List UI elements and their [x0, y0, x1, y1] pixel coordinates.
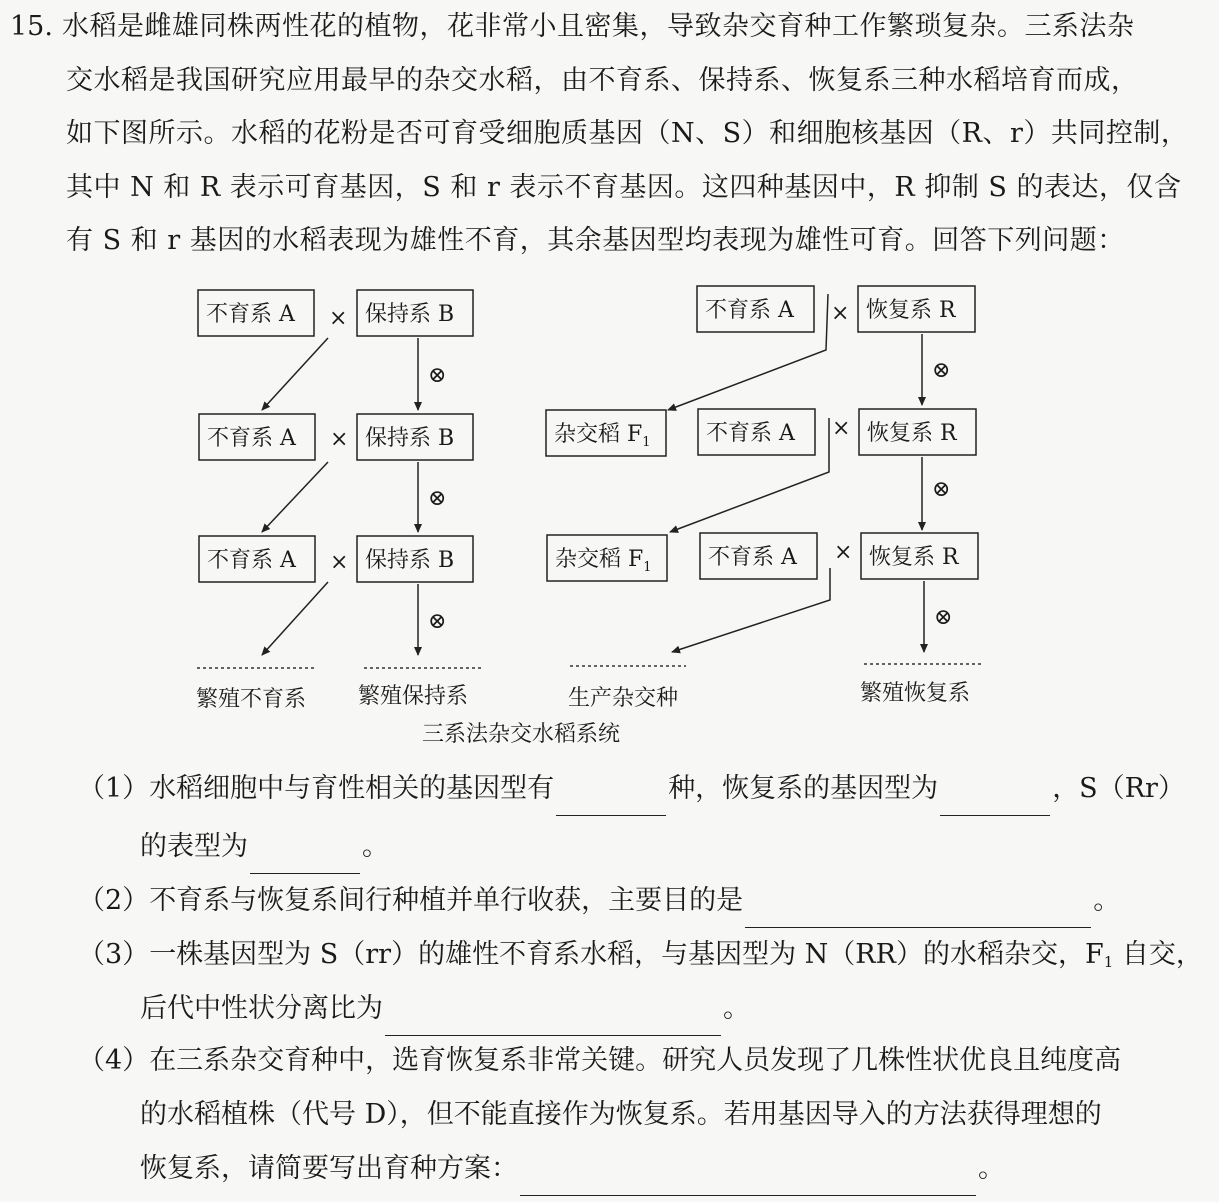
answer-blank-2[interactable] [745, 897, 1091, 928]
subq-1-label: （1） [78, 773, 150, 804]
subq-4-line-3 [140, 1142, 1005, 1196]
right-restorer-label-1: 恢复系 R [866, 298, 956, 323]
subq-3-subscript: 1 [1103, 953, 1114, 971]
subq-2-label: （2） [78, 885, 150, 916]
subq-3-end: 。 [723, 993, 750, 1024]
paragraph-line-5: 有 S 和 r 基因的水稻表现为雄性不育，其余基因型均表现为雄性可育。回答下列问题： [66, 225, 1125, 256]
left-diag-arrow-1 [262, 338, 328, 410]
answer-blank-1b[interactable] [940, 785, 1050, 816]
self-symbol-l1: ⊗ [428, 363, 447, 388]
right-hybrid-label-2: 杂交稻 $F_1$ [555, 547, 652, 575]
answer-blank-4[interactable] [520, 1165, 976, 1196]
outcome-production: 生产杂交种 [568, 686, 679, 711]
subq-4-line-1 [78, 1034, 1121, 1088]
right-sterile-label-2: 不育系 A [706, 421, 795, 446]
answer-blank-1c[interactable] [250, 843, 360, 874]
subq-3-label: （3） [78, 939, 150, 970]
subq-1-end: 。 [362, 831, 389, 862]
subq-1-text-d: 的表型为 [140, 831, 248, 862]
right-hybrid-label-1: 杂交稻 $F_1$ [554, 422, 651, 450]
subq-4-label: （4） [78, 1045, 150, 1076]
answer-blank-1a[interactable] [556, 785, 666, 816]
paragraph-line-2: 交水稻是我国研究应用最早的杂交水稻，由不育系、保持系、恢复系三种水稻培育而成， [66, 65, 1139, 96]
left-diag-arrow-3 [262, 582, 328, 655]
left-sterile-label-1: 不育系 A [206, 302, 295, 327]
answer-blank-3[interactable] [385, 1005, 721, 1036]
subq-2-line-1 [78, 874, 1120, 928]
diagram-title: 三系法杂交水稻系统 [422, 722, 621, 747]
cross-symbol-r2: × [832, 416, 851, 441]
subq-3-text-c: 后代中性状分离比为 [140, 993, 383, 1024]
left-maintainer-label-1: 保持系 B [365, 302, 455, 327]
paragraph-line-4: 其中 N 和 R 表示可育基因，S 和 r 表示不育基因。这四种基因中，R 抑制 S 的表达，仅含 [66, 172, 1182, 203]
self-symbol-l2: ⊗ [428, 486, 447, 511]
self-symbol-r2: ⊗ [932, 477, 951, 502]
subq-3-line-1 [78, 928, 1203, 989]
subq-2-text: 不育系与恢复系间行种植并单行收获，主要目的是 [149, 885, 744, 916]
subq-3-text-b: 自交， [1113, 939, 1203, 970]
cross-symbol-r3: × [834, 540, 853, 565]
left-diag-arrow-2 [262, 462, 328, 532]
right-sterile-label-1: 不育系 A [705, 298, 794, 323]
cross-symbol-l3: × [330, 550, 349, 575]
self-symbol-r3: ⊗ [934, 605, 953, 630]
left-maintainer-label-2: 保持系 B [365, 426, 455, 451]
cross-symbol-r1: × [831, 301, 850, 326]
left-sterile-label-2: 不育系 A [207, 426, 296, 451]
paragraph-line-3: 如下图所示。水稻的花粉是否可育受细胞质基因（N、S）和细胞核基因（R、r）共同控制， [66, 118, 1189, 149]
self-symbol-r1: ⊗ [932, 358, 951, 383]
subq-4-end: 。 [978, 1153, 1005, 1184]
outcome-maintainer: 繁殖保持系 [358, 684, 469, 709]
self-symbol-l3: ⊗ [428, 609, 447, 634]
cross-symbol-l1: × [329, 306, 348, 331]
left-sterile-label-3: 不育系 A [207, 548, 296, 573]
subq-3-text-a: 一株基因型为 S（rr）的雄性不育系水稻，与基因型为 N（RR）的水稻杂交，F [149, 939, 1104, 970]
subq-1-text-b: 种，恢复系的基因型为 [668, 773, 939, 804]
right-restorer-label-2: 恢复系 R [867, 421, 957, 446]
subq-4-text-a: 在三系杂交育种中，选育恢复系非常关键。研究人员发现了几株性状优良且纯度高 [149, 1045, 1122, 1076]
subq-1-line-2 [140, 820, 389, 874]
subq-1-line-1 [78, 762, 1185, 816]
subq-3-line-2 [140, 982, 750, 1036]
subq-4-text-c: 恢复系，请简要写出育种方案： [140, 1153, 518, 1184]
question-number: 15. [10, 11, 53, 42]
outcome-restorer: 繁殖恢复系 [860, 681, 971, 706]
right-sterile-label-3: 不育系 A [708, 545, 797, 570]
subq-4-line-2: 的水稻植株（代号 D），但不能直接作为恢复系。若用基因导入的方法获得理想的 [140, 1099, 1102, 1130]
subq-2-end: 。 [1093, 885, 1121, 916]
right-bent-arrow-3 [672, 568, 830, 652]
right-restorer-label-3: 恢复系 R [869, 545, 959, 570]
outcome-sterile: 繁殖不育系 [196, 687, 307, 712]
subq-1-text-a: 水稻细胞中与育性相关的基因型有 [149, 773, 555, 804]
paragraph-line-1: 水稻是雌雄同株两性花的植物，花非常小且密集，导致杂交育种工作繁琐复杂。三系法杂 [62, 11, 1135, 42]
cross-symbol-l2: × [330, 427, 349, 452]
subq-1-text-c: ，S（Rr） [1052, 773, 1185, 804]
left-maintainer-label-3: 保持系 B [365, 548, 455, 573]
